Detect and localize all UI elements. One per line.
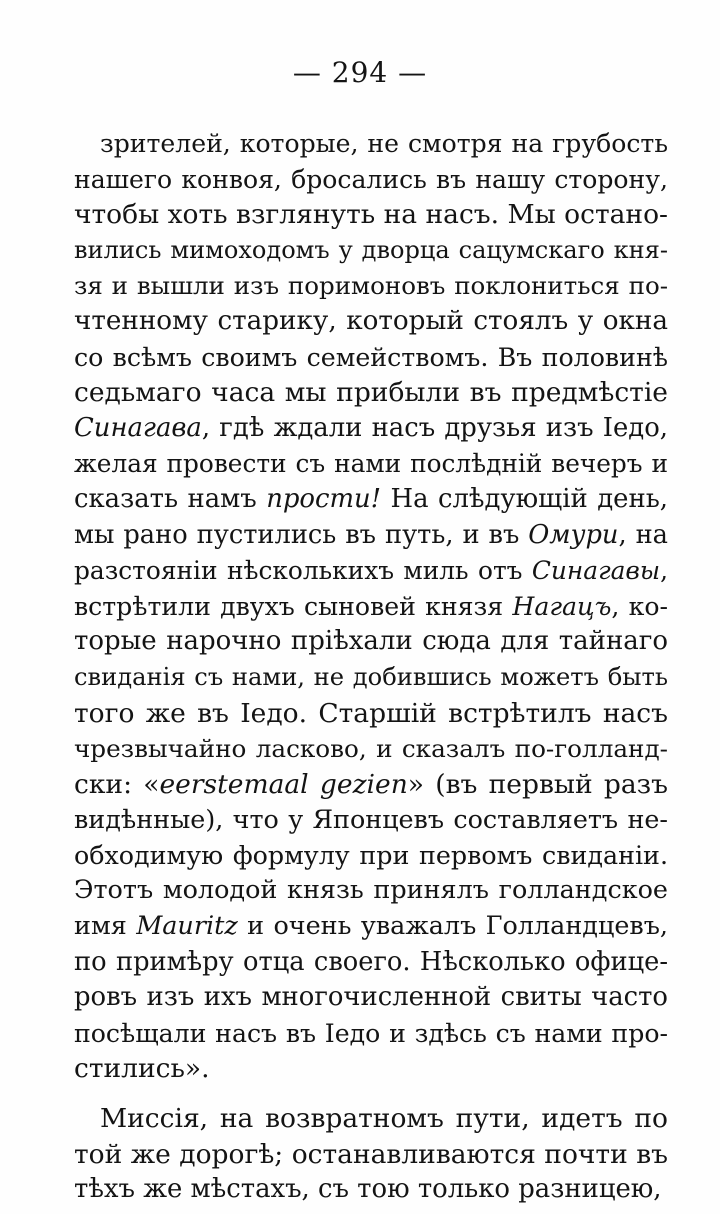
text-line bbox=[74, 411, 668, 447]
text-span: , гдѣ ждали насъ друзья изъ Іедо, bbox=[201, 412, 668, 443]
text-span: ровъ изъ ихъ многочисленной свиты часто bbox=[74, 982, 668, 1013]
paragraph-gap bbox=[74, 1087, 668, 1101]
text-span: имя bbox=[74, 911, 137, 942]
text-span: На слѣдующій день, bbox=[381, 483, 669, 514]
text-span: видѣнные), что у Японцевъ составляетъ не- bbox=[74, 804, 668, 835]
text-line bbox=[74, 340, 668, 376]
text-line bbox=[74, 162, 668, 198]
text-span: Этотъ молодой князь принялъ голландское bbox=[74, 875, 668, 906]
text-line bbox=[74, 589, 668, 625]
text-line bbox=[74, 482, 668, 518]
text-span: и очень уважалъ Голландцевъ, bbox=[237, 911, 668, 942]
text-span: зя и вышли изъ поримоновъ поклониться по- bbox=[74, 271, 668, 301]
text-line bbox=[74, 1101, 668, 1137]
italic-text: Нагацъ bbox=[512, 591, 612, 621]
text-line bbox=[74, 518, 668, 554]
italic-text: Mauritz bbox=[136, 911, 238, 942]
text-line bbox=[74, 197, 668, 233]
text-span: разстояніи нѣсколькихъ миль отъ bbox=[74, 556, 532, 586]
text-span: желая провести съ нами послѣдній вечеръ и bbox=[74, 449, 668, 479]
text-line bbox=[74, 553, 668, 589]
text-line bbox=[74, 767, 668, 803]
text-span: торые нарочно пріѣхали сюда для тайнаго bbox=[74, 626, 668, 657]
text-line bbox=[74, 304, 668, 340]
text-line bbox=[74, 624, 668, 660]
text-line bbox=[74, 126, 668, 162]
text-span: свиданія съ нами, не добившись можетъ быть bbox=[74, 662, 668, 691]
text-line bbox=[74, 375, 668, 411]
text-line bbox=[74, 909, 668, 945]
text-line bbox=[74, 268, 668, 304]
paragraph-1 bbox=[74, 126, 668, 1087]
text-span: чтобы хоть взглянуть на насъ. Мы остано- bbox=[74, 199, 668, 231]
text-span: сказать намъ bbox=[74, 483, 267, 514]
text-span: , bbox=[660, 556, 668, 586]
text-span: со всѣмъ своимъ семействомъ. Въ половинѣ bbox=[74, 342, 668, 372]
text-line bbox=[74, 945, 668, 981]
text-span: » (въ первый разъ bbox=[407, 768, 668, 800]
text-line bbox=[74, 660, 668, 696]
page-number: — 294 — bbox=[292, 56, 428, 89]
text-span: мы рано пустились въ путь, и въ bbox=[74, 519, 529, 550]
text-line bbox=[74, 980, 668, 1016]
text-line bbox=[74, 233, 668, 269]
italic-text: Синагава bbox=[74, 412, 202, 443]
text-span: по примѣру отца своего. Нѣсколько офице- bbox=[74, 946, 668, 977]
text-line bbox=[74, 1051, 668, 1087]
text-span: , ко- bbox=[611, 591, 668, 621]
text-span: тѣхъ же мѣстахъ, съ тою только разницею, bbox=[74, 1174, 662, 1205]
text-span: встрѣтили двухъ сыновей князя bbox=[74, 591, 513, 621]
text-line bbox=[74, 731, 668, 767]
text-span: стились». bbox=[74, 1053, 210, 1085]
italic-text: Синагавы bbox=[531, 556, 661, 586]
text-line bbox=[74, 1016, 668, 1052]
text-span: чрезвычайно ласково, и сказалъ по-голланд- bbox=[74, 734, 668, 764]
text-span: зрителей, которые, не смотря на грубость bbox=[100, 129, 668, 158]
text-span: седьмаго часа мы прибыли въ предмѣстіе bbox=[74, 377, 668, 409]
body-text bbox=[74, 126, 668, 1208]
text-line bbox=[74, 873, 668, 909]
paragraph-2 bbox=[74, 1101, 668, 1208]
text-span: посѣщали насъ въ Іедо и здѣсь съ нами про- bbox=[74, 1018, 668, 1048]
italic-text: eerstemaal gezien bbox=[159, 768, 408, 800]
text-line bbox=[74, 446, 668, 482]
text-line bbox=[74, 838, 668, 874]
text-line bbox=[74, 1172, 668, 1208]
text-span: нашего конвоя, бросались въ нашу сторону, bbox=[74, 164, 668, 194]
text-span: Миссія, на возвратномъ пути, идетъ по bbox=[100, 1103, 668, 1135]
text-span: чтенному старику, который стоялъ у окна bbox=[74, 305, 668, 336]
text-line bbox=[74, 802, 668, 838]
text-span: той же дорогѣ; останавливаются почти въ bbox=[74, 1138, 668, 1170]
text-span: обходимую формулу при первомъ свиданіи. bbox=[74, 839, 668, 870]
text-line bbox=[74, 1137, 668, 1173]
text-span: того же въ Іедо. Старшій встрѣтилъ насъ bbox=[74, 697, 668, 729]
text-line bbox=[74, 696, 668, 732]
italic-text: прости! bbox=[266, 483, 382, 514]
italic-text: Омури bbox=[528, 519, 619, 550]
text-span: ски: « bbox=[74, 768, 160, 800]
text-span: вились мимоходомъ у дворца сацумскаго кня- bbox=[74, 235, 668, 264]
text-span: , на bbox=[618, 519, 668, 550]
